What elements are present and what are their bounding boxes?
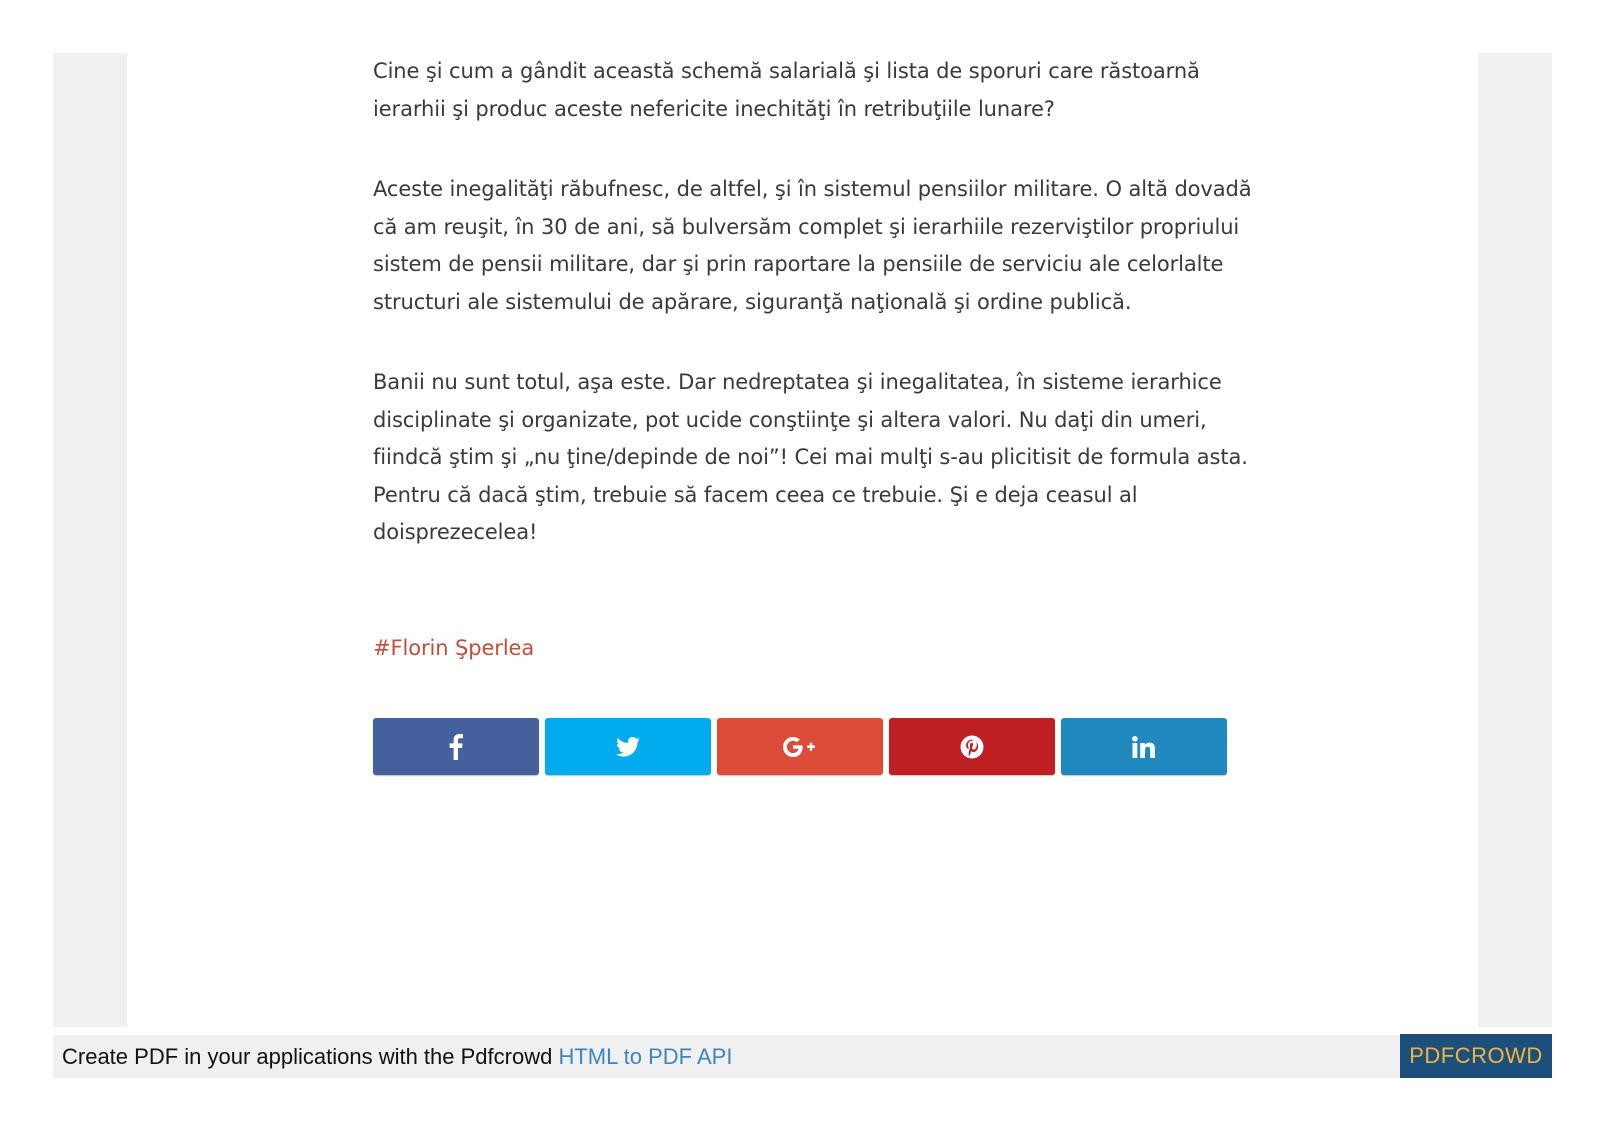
share-google-plus-button[interactable] [717, 718, 883, 775]
paragraph: Banii nu sunt totul, aşa este. Dar nedreptatea şi inegalitatea, în sisteme ierarhice disciplinate şi organizate, pot ucide conştiinţe şi altera valori. Nu daţi din umeri, fiindcă ştim şi „nu ţine/depinde de noi”! Cei mai mulţi s-au plicitisit de formula asta. Pentru că dacă ştim, trebuie să facem ceea ce trebuie. Şi e deja ceasul al doisprezecelea! [373, 370, 1248, 544]
share-facebook-button[interactable] [373, 718, 539, 775]
twitter-icon [616, 737, 640, 757]
pdfcrowd-badge[interactable]: PDFCROWD [1400, 1034, 1552, 1078]
footer-text: Create PDF in your applications with the Pdfcrowd [62, 1044, 559, 1069]
share-twitter-button[interactable] [545, 718, 711, 775]
footer-promo-text [62, 1035, 732, 1078]
html-to-pdf-api-link[interactable]: HTML to PDF API [558, 1044, 733, 1069]
share-pinterest-button[interactable] [889, 718, 1055, 775]
social-share-bar [373, 718, 1228, 775]
linkedin-icon [1132, 736, 1156, 758]
facebook-icon [449, 734, 463, 760]
paragraph: Aceste inegalităţi răbufnesc, de altfel, şi în sistemul pensiilor militare. O altă dovadă că am reuşit, în 30 de ani, să bulversăm complet şi ierarhiile rezerviştilor propriului sistem de pensii militare, dar şi prin raportare la pensiile de serviciu ale celorlalte structuri ale sistemului de apărare, siguranţă naţională şi ordine publică. [373, 177, 1252, 314]
author-hashtag-link[interactable]: #Florin Şperlea [373, 636, 535, 660]
google-plus-icon [782, 736, 818, 758]
paragraph: Cine şi cum a gândit această schemă salarială şi lista de sporuri care răstoarnă ierarhii şi produc aceste nefericite inechităţi în retribuţiile lunare? [373, 59, 1200, 121]
article-body [373, 53, 1253, 595]
share-linkedin-button[interactable] [1061, 718, 1227, 775]
pinterest-icon [960, 735, 984, 759]
